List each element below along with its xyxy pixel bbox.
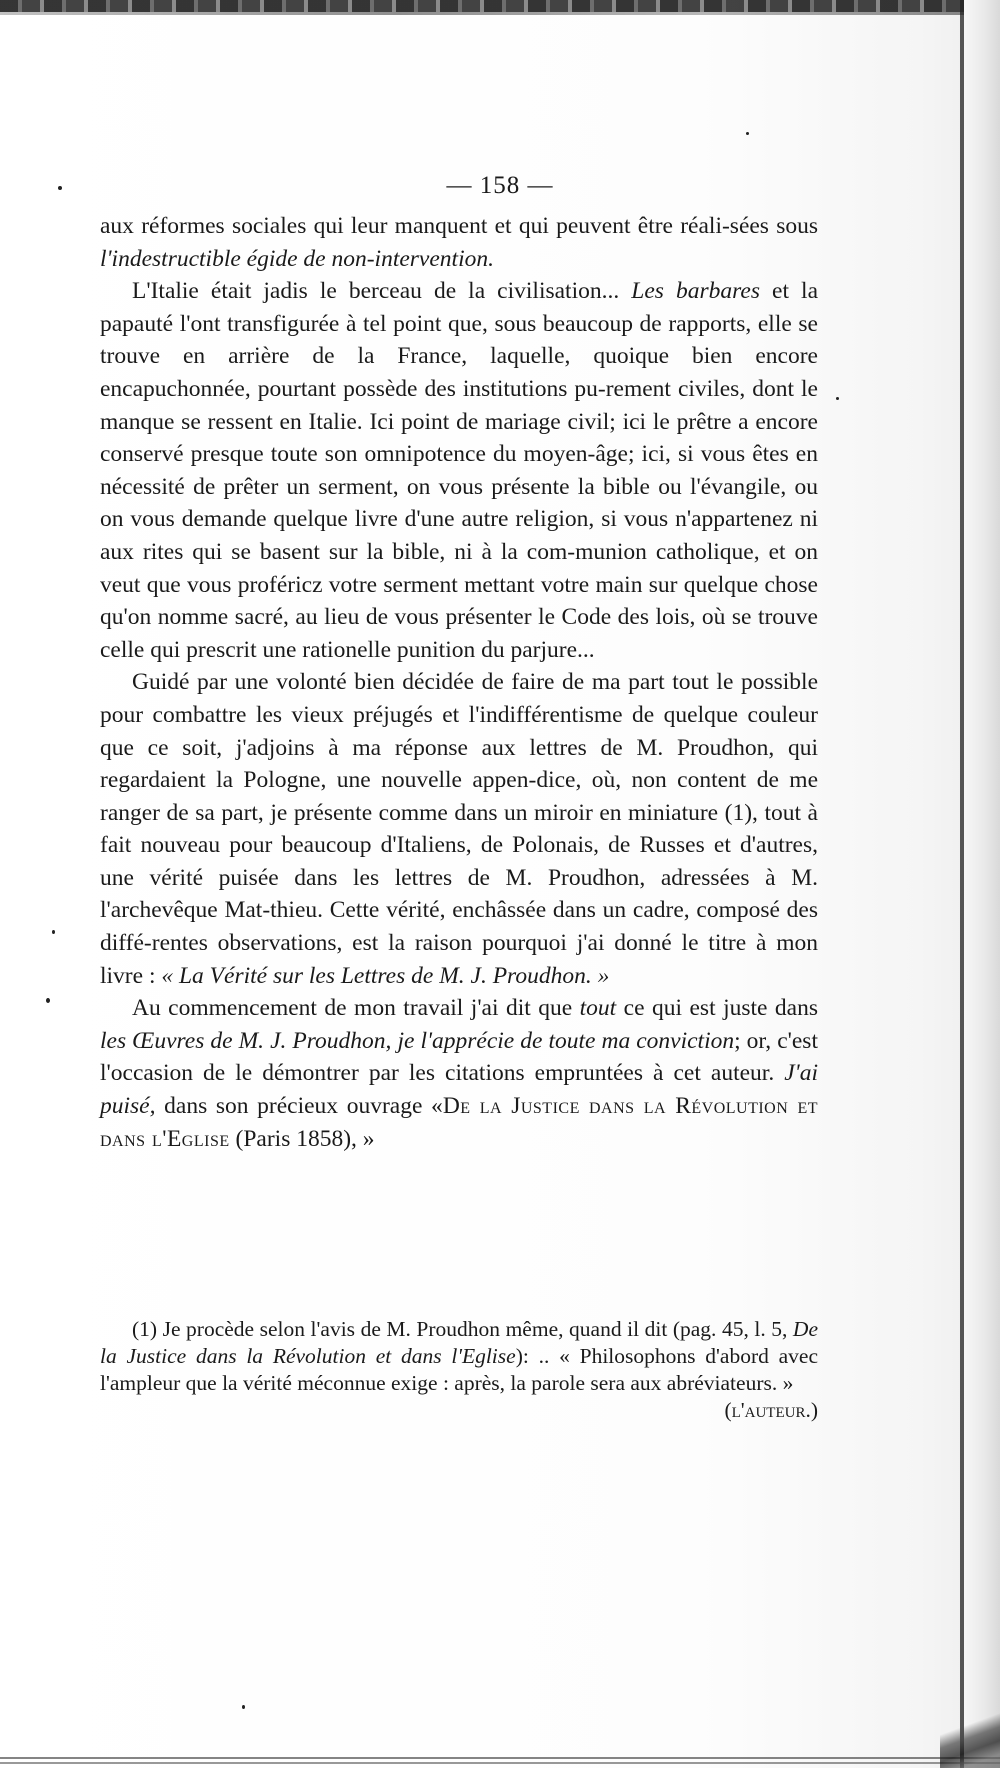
text-segment: et la papauté l'ont transfigurée à tel point que, sous beaucoup de rapports, elle se trouve en arrière de la France, laquelle, quoique bien encore encapuchonnée, pourtant possède des institutions pu-rement civiles, dont le manque se ressent en Italie. Ici point de mariage civil; ici le prêtre a encore conservé presque toute son omnipotence du moyen-âge; ici, si vous êtes en nécessité de prêter un serment, on vous présente la bible ou l'évangile, ou on vous demande quelque livre d'une autre religion, si vous n'appartenez ni aux rites qui se basent sur la bible, ni à la com-munion catholique, et on veut que vous proféricz votre serment mettant votre main sur quelque chose qu'on nomme sacré, au lieu de vous présenter le Code des lois, où se trouve celle qui prescrit une rationelle punition du parjure... — [100, 278, 819, 663]
text-segment: De la Justice dans la Révolution et dans l'Eglise — [100, 1317, 818, 1368]
page-top-edge-shadow — [0, 12, 1000, 15]
page-binding-edge — [960, 0, 964, 1768]
text-segment: L'Italie était jadis le berceau de la civilisation... — [132, 278, 632, 305]
paragraph-p3 — [100, 992, 818, 1155]
text-segment: dans son précieux ouvrage « — [155, 1093, 443, 1120]
text-segment: Les barbares — [631, 278, 760, 305]
scan-speck — [46, 998, 50, 1003]
footnote-text — [100, 1316, 819, 1422]
paragraph-p1 — [100, 275, 818, 666]
text-segment: ): .. « Philosophons d'abord avec l'ampleur que la vérité méconnue exige : après, la parole sera aux abréviateurs. » — [100, 1344, 819, 1395]
text-segment: ce qui est juste dans — [616, 995, 818, 1022]
page-corner-curl — [940, 1698, 1000, 1768]
page-bottom-edge — [0, 1752, 1000, 1768]
text-segment: ; or, c'est l'occasion de le démontrer par les citations empruntées à cet auteur. — [100, 1027, 818, 1087]
text-segment: (Paris 1858), » — [229, 1125, 375, 1152]
text-segment: (1) Je procède selon l'avis de M. Proudhon même, quand il dit (pag. 45, l. 5, — [132, 1317, 793, 1341]
scan-speck — [52, 930, 55, 934]
paragraph-p0 — [100, 210, 818, 275]
author-signature: (l'auteur.) — [724, 1398, 818, 1422]
footnote — [100, 1316, 818, 1424]
text-segment: aux réformes sociales qui leur manquent et qui peuvent être réali-sées sous — [100, 213, 818, 239]
text-segment: J'ai puisé, — [100, 1060, 818, 1120]
text-segment: tout — [579, 995, 617, 1022]
page-number: — 158 — — [446, 172, 554, 199]
text-segment: Au commencement de mon travail j'ai dit que — [132, 995, 580, 1022]
text-segment: les Œuvres de M. J. Proudhon, je l'apprécie de toute ma conviction — [100, 1027, 735, 1054]
body-text — [100, 210, 818, 1155]
text-segment: De la Justice dans la Révolution et dans l'Eglise — [100, 1093, 818, 1152]
text-segment: Guidé par une volonté bien décidée de faire de ma part tout le possible pour combattre les vieux préjugés et l'indifférentisme de quelque couleur que ce soit, j'adjoins à ma réponse aux lettres de M. Proudhon, qui regardaient la Pologne, une nouvelle appen-dice, où, non content de me ranger de sa part, je présente comme dans un miroir en miniature (1), tout à fait nouveau pour beaucoup d'Italiens, de Polonais, de Russes et d'autres, une vérité puisée dans les lettres de M. Proudhon, adressées à M. l'archevêque Mat-thieu. Cette vérité, enchâssée dans un cadre, composé des diffé-rentes observations, est la raison pourquoi j'ai donné le titre à mon livre : — [100, 669, 818, 989]
paragraph-p2 — [100, 666, 818, 992]
scan-speck — [746, 132, 749, 135]
text-segment: l'indestructible égide de non-intervention. — [100, 245, 494, 272]
scan-speck — [242, 1705, 245, 1709]
scan-speck — [836, 397, 839, 400]
page-top-edge — [0, 0, 1000, 12]
page-right-shadow — [964, 0, 1000, 1768]
text-segment: « La Vérité sur les Lettres de M. J. Proudhon. » — [161, 962, 610, 989]
